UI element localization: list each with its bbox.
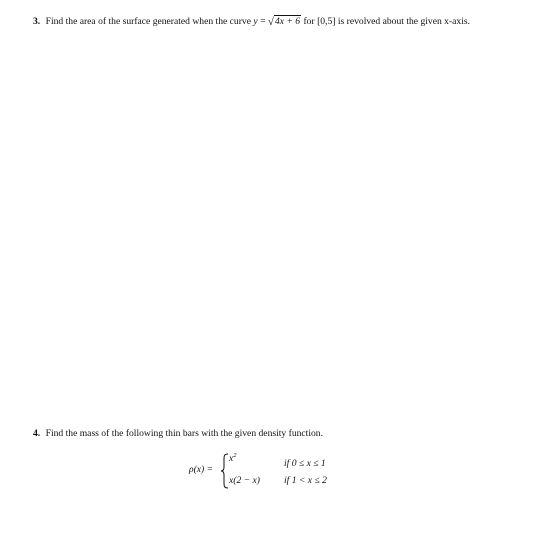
interval: [0,5] <box>317 16 336 27</box>
problem-3-text-for: for <box>303 16 315 27</box>
radicand: 4x + 6 <box>274 16 301 27</box>
case-1-expression <box>229 453 237 464</box>
curve-lhs: y <box>253 16 258 27</box>
problem-3-text-before: Find the area of the surface generated when the curve <box>45 16 251 27</box>
equals-sign: = <box>260 16 266 27</box>
problem-3-text-after: is revolved about the given x-axis. <box>337 16 471 27</box>
problem-4-text: Find the mass of the following thin bars with the given density function. <box>45 428 323 439</box>
problem-3-number: 3. <box>33 16 41 27</box>
case-1-base: x <box>229 453 234 464</box>
case-2-expression: x(2 − x) <box>229 475 260 486</box>
radical-sign: √ <box>267 16 274 28</box>
problem-3 <box>33 15 470 28</box>
square-root-expression <box>268 15 301 28</box>
case-1-exponent: 2 <box>233 452 237 459</box>
case-2-condition: if 1 < x ≤ 2 <box>284 475 327 486</box>
problem-4 <box>33 428 323 440</box>
case-1-condition: if 0 ≤ x ≤ 1 <box>284 458 326 469</box>
problem-4-number: 4. <box>33 428 41 439</box>
density-lhs: ρ(x) = <box>189 464 214 475</box>
density-function <box>189 452 359 492</box>
